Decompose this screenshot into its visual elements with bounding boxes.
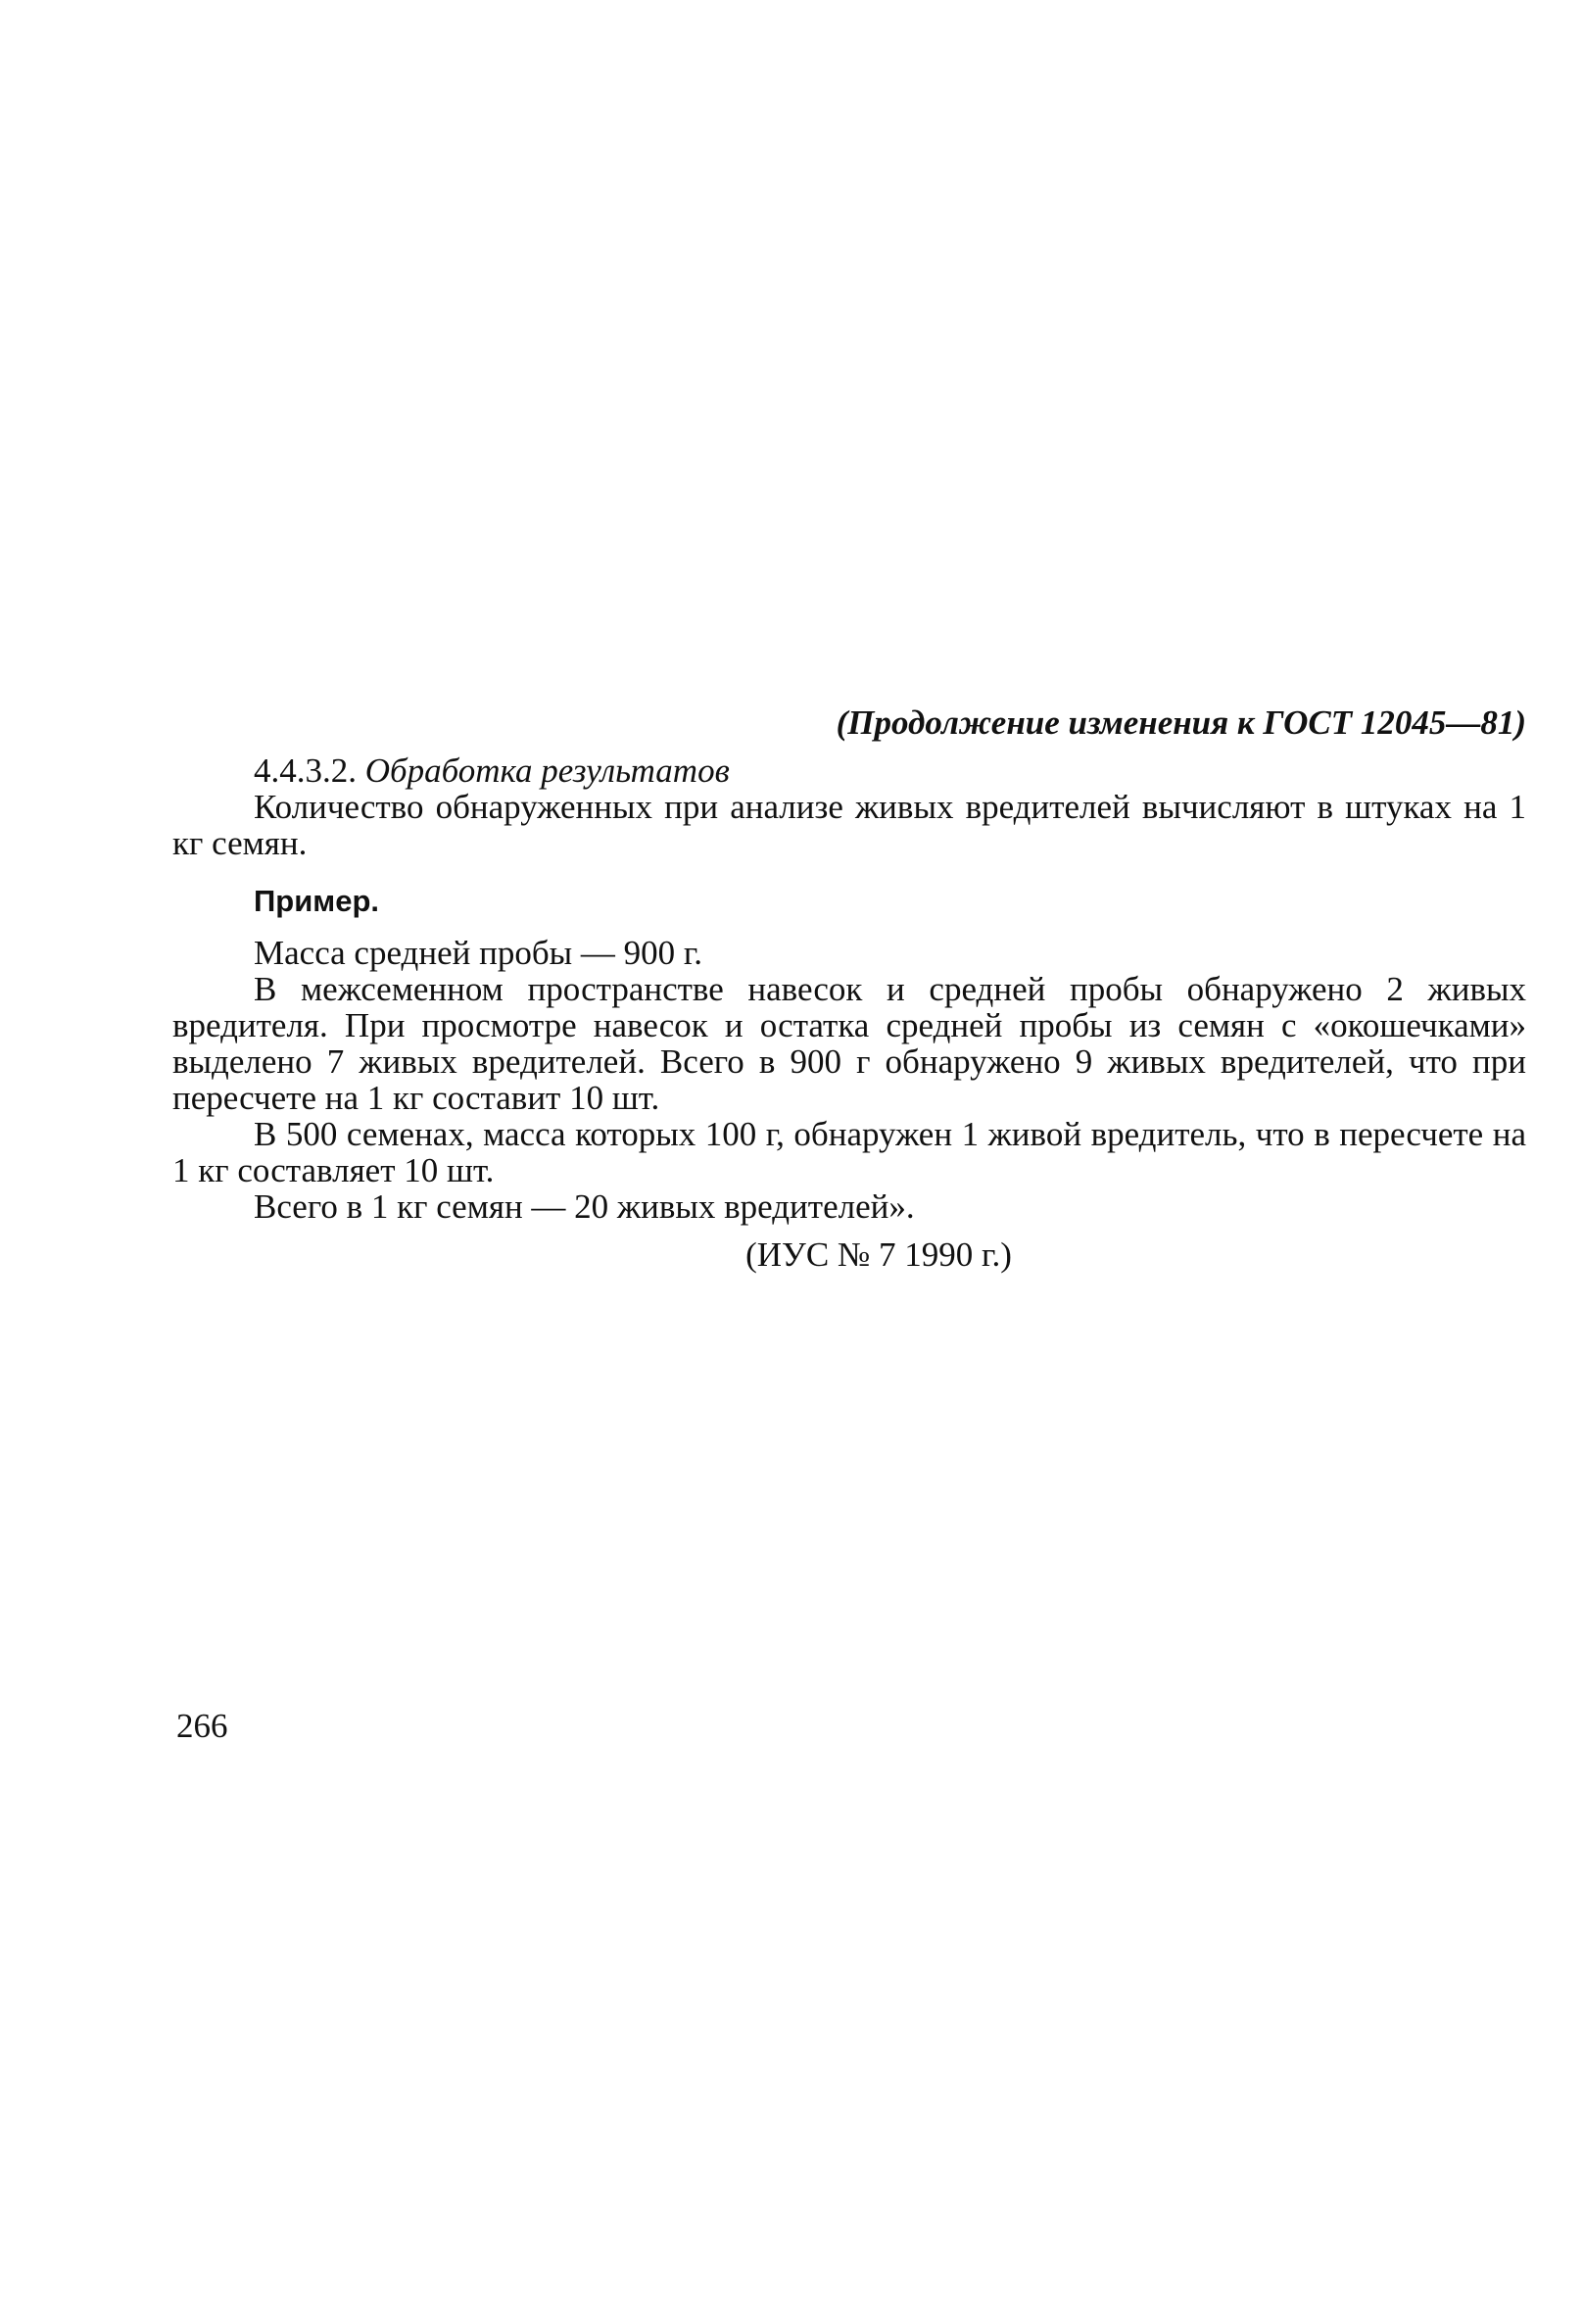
paragraph-sample-mass: Масса средней пробы — 900 г.: [254, 934, 703, 972]
paragraph-seed-count: В 500 семенах, масса которых 100 г, обнаружен 1 живой вредитель, что в пересчете на 1 кг составляет 10 шт.: [172, 1115, 1526, 1189]
intro-paragraph: Количество обнаруженных при анализе живых вредителей вычисляют в штуках на 1 кг семян.: [172, 788, 1526, 862]
section-title: Обработка результатов: [364, 751, 730, 790]
continuation-note: (Продолжение изменения к ГОСТ 12045—81): [836, 703, 1526, 742]
document-body: [172, 703, 1526, 1273]
section-number: 4.4.3.2.: [254, 751, 357, 790]
example-label: Пример.: [254, 884, 379, 918]
paragraph-total: Всего в 1 кг семян — 20 живых вредителей».: [254, 1187, 915, 1226]
paragraph-pests-found: В межсеменном пространстве навесок и средней пробы обнаружено 2 живых вредителя. При просмотре навесок и остатка средней пробы из семян с «окошечками» выделено 7 живых вредителей. Всего в 900 г обнаружено 9 живых вредителей, что при пересчете на 1 кг составит 10 шт.: [172, 970, 1526, 1117]
section-heading: [172, 752, 1526, 789]
source-reference: (ИУС № 7 1990 г.): [745, 1235, 1012, 1274]
page-number: 266: [176, 1707, 228, 1745]
